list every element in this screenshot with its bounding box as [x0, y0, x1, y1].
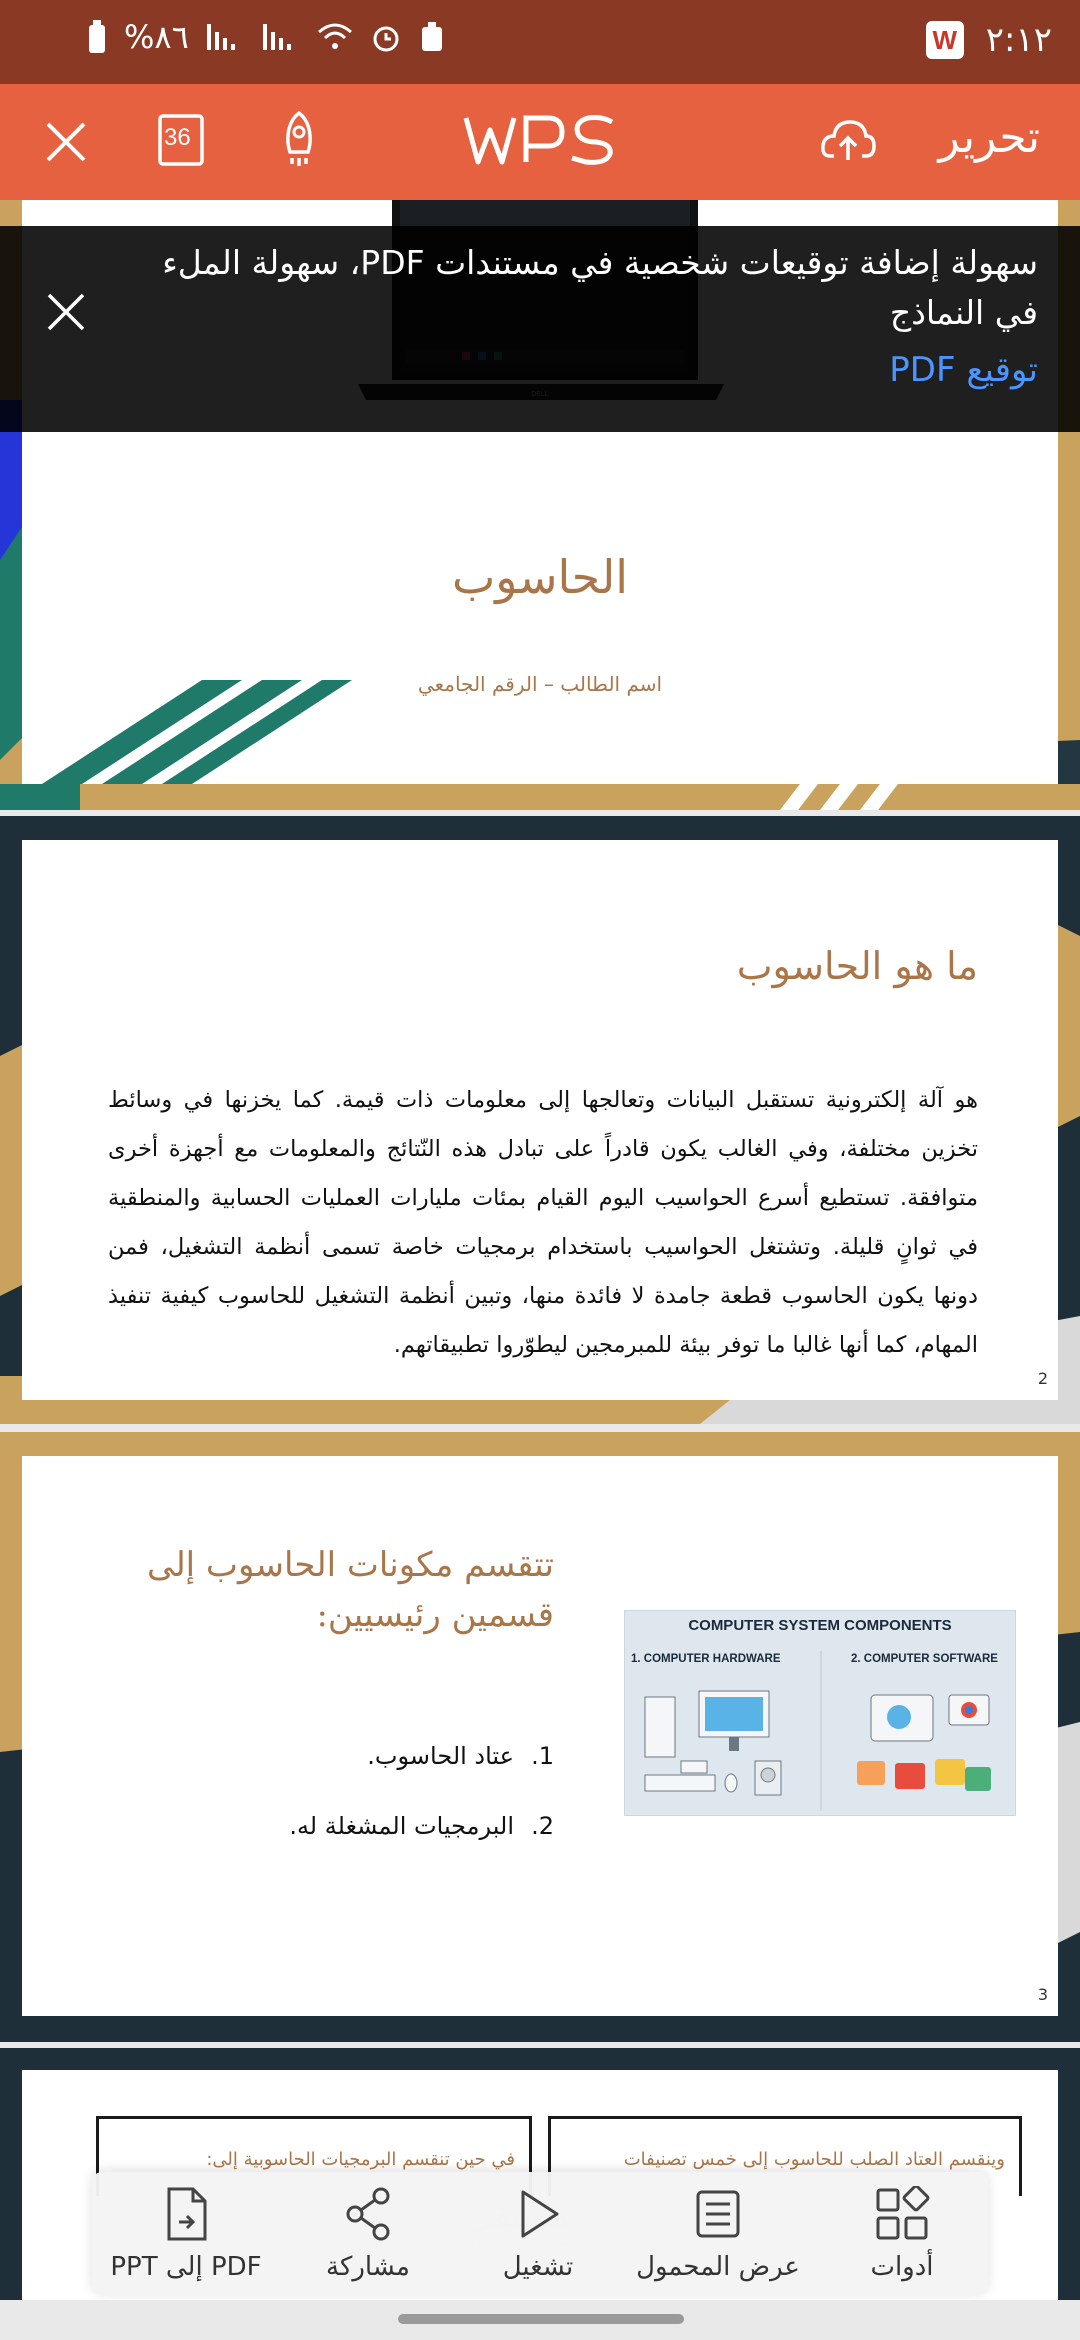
share-label: مشاركة — [326, 2252, 410, 2282]
tools-grid-icon — [874, 2186, 930, 2242]
slide-3-frame — [0, 1432, 1080, 2042]
white-stripes — [802, 772, 842, 784]
slide-4-box-left-text: في حين تنقسم البرمجيات الحاسوبية إلى: — [206, 2149, 515, 2170]
slide-1-title: الحاسوب — [451, 550, 629, 604]
mobile-view-label: عرض المحمول — [636, 2252, 800, 2282]
slide-3[interactable] — [22, 1456, 1058, 2016]
hardware-illustration — [645, 1691, 781, 1795]
play-icon — [513, 2186, 563, 2242]
page-count: 36 — [164, 124, 191, 151]
mobile-view-button[interactable] — [628, 2186, 808, 2282]
status-bar — [0, 0, 1080, 84]
share-button[interactable] — [298, 2186, 438, 2282]
rocket-icon[interactable] — [274, 110, 324, 172]
pdf-to-ppt-label: PDF إلى PPT — [110, 2252, 262, 2282]
file-export-icon — [161, 2186, 211, 2242]
page-count-button[interactable] — [158, 114, 204, 170]
banner-cta-link[interactable]: توقيع PDF — [889, 350, 1038, 390]
wifi-icon — [317, 22, 353, 52]
image-software-label: 2. COMPUTER SOFTWARE — [851, 1653, 998, 1665]
recycle-icon — [419, 21, 445, 53]
slide-2-frame — [0, 816, 1080, 1424]
pdf-signature-banner — [0, 226, 1080, 432]
signal-icon — [205, 22, 245, 52]
slide-3-heading: تتقسم مكونات الحاسوب إلى قسمين رئيسيين: — [146, 1545, 554, 1635]
image-hardware-label: 1. COMPUTER HARDWARE — [631, 1653, 781, 1665]
slide-3-list — [194, 1732, 554, 1872]
edit-button[interactable]: تحرير — [938, 112, 1040, 163]
status-icons — [86, 18, 445, 56]
software-illustration — [857, 1695, 991, 1791]
play-label: تشغيل — [502, 2252, 574, 2282]
wps-notification-icon: W — [926, 21, 964, 59]
slide-1-bottom-decoration — [0, 784, 1080, 814]
slide-2[interactable] — [22, 840, 1058, 1400]
battery-icon — [86, 19, 108, 55]
close-icon[interactable] — [44, 120, 88, 168]
image-title: COMPUTER SYSTEM COMPONENTS — [688, 1617, 952, 1634]
play-button[interactable] — [468, 2186, 608, 2282]
slide-2-heading: ما هو الحاسوب — [736, 944, 978, 988]
signal-icon-2 — [261, 22, 301, 52]
mobile-view-icon — [693, 2186, 743, 2242]
computer-components-image — [624, 1610, 1016, 1816]
slide-1-subtitle: اسم الطالب – الرقم الجامعي — [417, 672, 663, 696]
slide-2-body: هو آلة إلكترونية تستقبل البيانات وتعالجها إلى معلومات ذات قيمة. كما يخزنها في وسائط تخزين مختلفة، وفي الغالب يكون قادراً على تبادل هذه النّتائج والمعلومات مع أجهزة أخرى متوافقة. تستطيع أسرع الحواسيب اليوم القيام بمئات مليارات العمليات الحسابية والمنطقية في ثوانٍ قليلة. وتشتغل الحواسيب باستخدام برمجيات خاصة تسمى أنظمة التشغيل، فمن دونها يكون الحاسوب قطعة جامدة لا فائدة منها، وتبين أنظمة التشغيل للحاسوب كيفية تنفيذ المهام، كما أنها غالبا ما توفر بيئة للمبرمجين ليطوّروا تطبيقاتهم. — [108, 1087, 978, 1358]
slide-4-box-right-text: وينقسم العتاد الصلب للحاسوب إلى خمس تصنيفات — [623, 2149, 1005, 2170]
slide-2-page-number: 2 — [1037, 1369, 1048, 1388]
share-icon — [343, 2186, 393, 2242]
system-nav-bar — [0, 2300, 1080, 2340]
tools-button[interactable] — [832, 2186, 972, 2282]
home-gesture-handle[interactable] — [398, 2314, 684, 2324]
list-item: 2.البرمجيات المشغلة له. — [289, 1812, 554, 1840]
banner-close-icon[interactable] — [46, 292, 86, 336]
clock: ٢:١٢ — [985, 20, 1052, 60]
list-item: 1.عتاد الحاسوب. — [367, 1742, 554, 1770]
banner-message: سهولة إضافة توقيعات شخصية في مستندات PDF، سهولة الملء في النماذج — [162, 243, 1038, 332]
wps-logo — [462, 114, 616, 170]
alarm-icon — [369, 20, 403, 54]
battery-level: %٨٦ — [124, 18, 189, 56]
pdf-to-ppt-button[interactable] — [98, 2186, 274, 2282]
bottom-toolbar — [92, 2172, 988, 2296]
status-right — [926, 20, 1052, 60]
app-bar — [0, 84, 1080, 200]
cloud-upload-icon[interactable] — [820, 118, 876, 166]
tools-label: أدوات — [870, 2252, 934, 2282]
slide-3-page-number: 3 — [1037, 1985, 1048, 2004]
